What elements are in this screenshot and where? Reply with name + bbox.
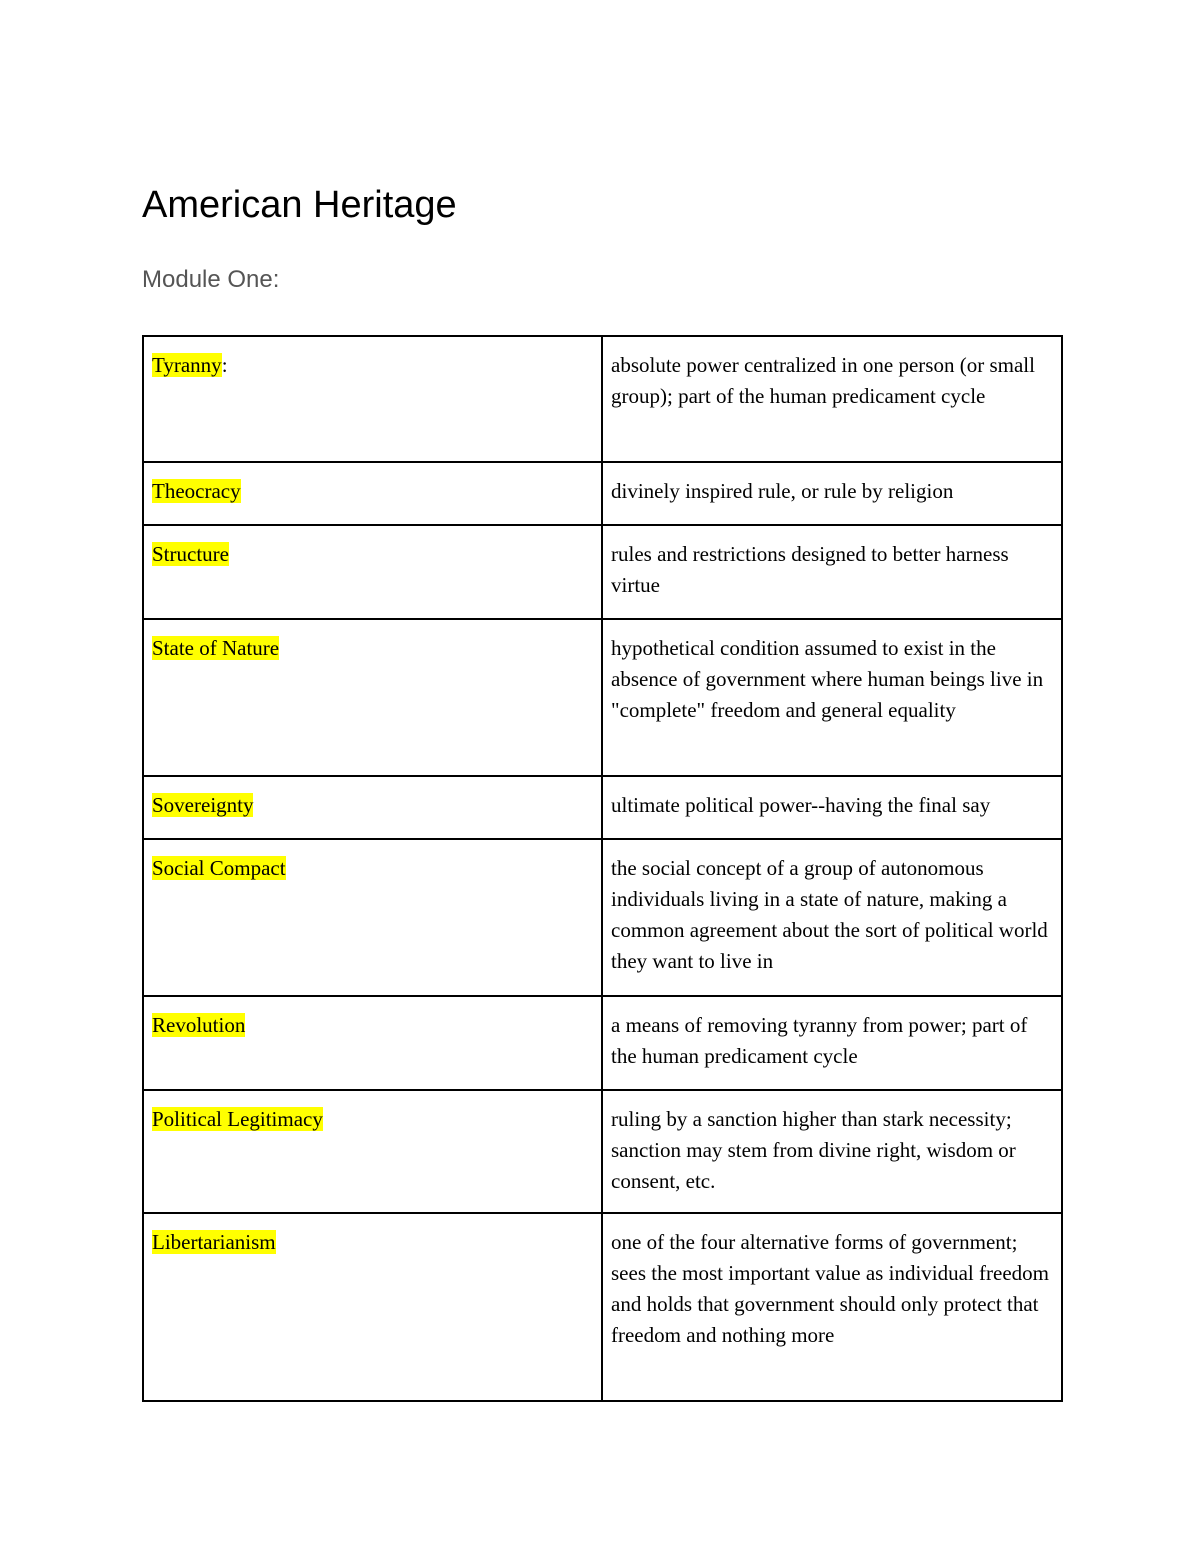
term-cell [143, 776, 602, 839]
term-highlight: State of Nature [152, 636, 280, 660]
term-cell [143, 525, 602, 619]
term-highlight: Tyranny [152, 353, 222, 377]
table-row [143, 1213, 1062, 1401]
table-row [143, 996, 1062, 1090]
term-cell [143, 619, 602, 776]
glossary-table [142, 335, 1063, 1402]
term-highlight: Theocracy [152, 479, 241, 503]
definition-cell: a means of removing tyranny from power; part of the human predicament cycle [602, 996, 1062, 1090]
term-cell [143, 839, 602, 996]
term-cell [143, 1090, 602, 1213]
term-cell [143, 1213, 602, 1401]
term-highlight: Revolution [152, 1013, 246, 1037]
term-cell [143, 462, 602, 525]
definition-cell: divinely inspired rule, or rule by religion [602, 462, 1062, 525]
term-cell [143, 336, 602, 462]
term-highlight: Structure [152, 542, 229, 566]
term-cell [143, 996, 602, 1090]
page-title: American Heritage [142, 184, 457, 226]
definition-cell: rules and restrictions designed to better harness virtue [602, 525, 1062, 619]
definition-cell: ultimate political power--having the final say [602, 776, 1062, 839]
table-row [143, 525, 1062, 619]
term-highlight: Political Legitimacy [152, 1107, 323, 1131]
module-heading: Module One: [142, 266, 280, 293]
definition-cell: absolute power centralized in one person (or small group); part of the human predicament cycle [602, 336, 1062, 462]
table-row [143, 776, 1062, 839]
table-row [143, 1090, 1062, 1213]
table-row [143, 619, 1062, 776]
table-row [143, 839, 1062, 996]
term-highlight: Sovereignty [152, 793, 254, 817]
term-highlight: Libertarianism [152, 1230, 276, 1254]
definition-cell: the social concept of a group of autonomous individuals living in a state of nature, making a common agreement about the sort of political world they want to live in [602, 839, 1062, 996]
definition-cell: ruling by a sanction higher than stark necessity; sanction may stem from divine right, wisdom or consent, etc. [602, 1090, 1062, 1213]
term-highlight: Social Compact [152, 856, 286, 880]
definition-cell: one of the four alternative forms of government; sees the most important value as individual freedom and holds that government should only protect that freedom and nothing more [602, 1213, 1062, 1401]
definition-cell: hypothetical condition assumed to exist in the absence of government where human beings live in "complete" freedom and general equality [602, 619, 1062, 776]
table-row [143, 462, 1062, 525]
term-suffix: : [221, 353, 228, 377]
table-row [143, 336, 1062, 462]
